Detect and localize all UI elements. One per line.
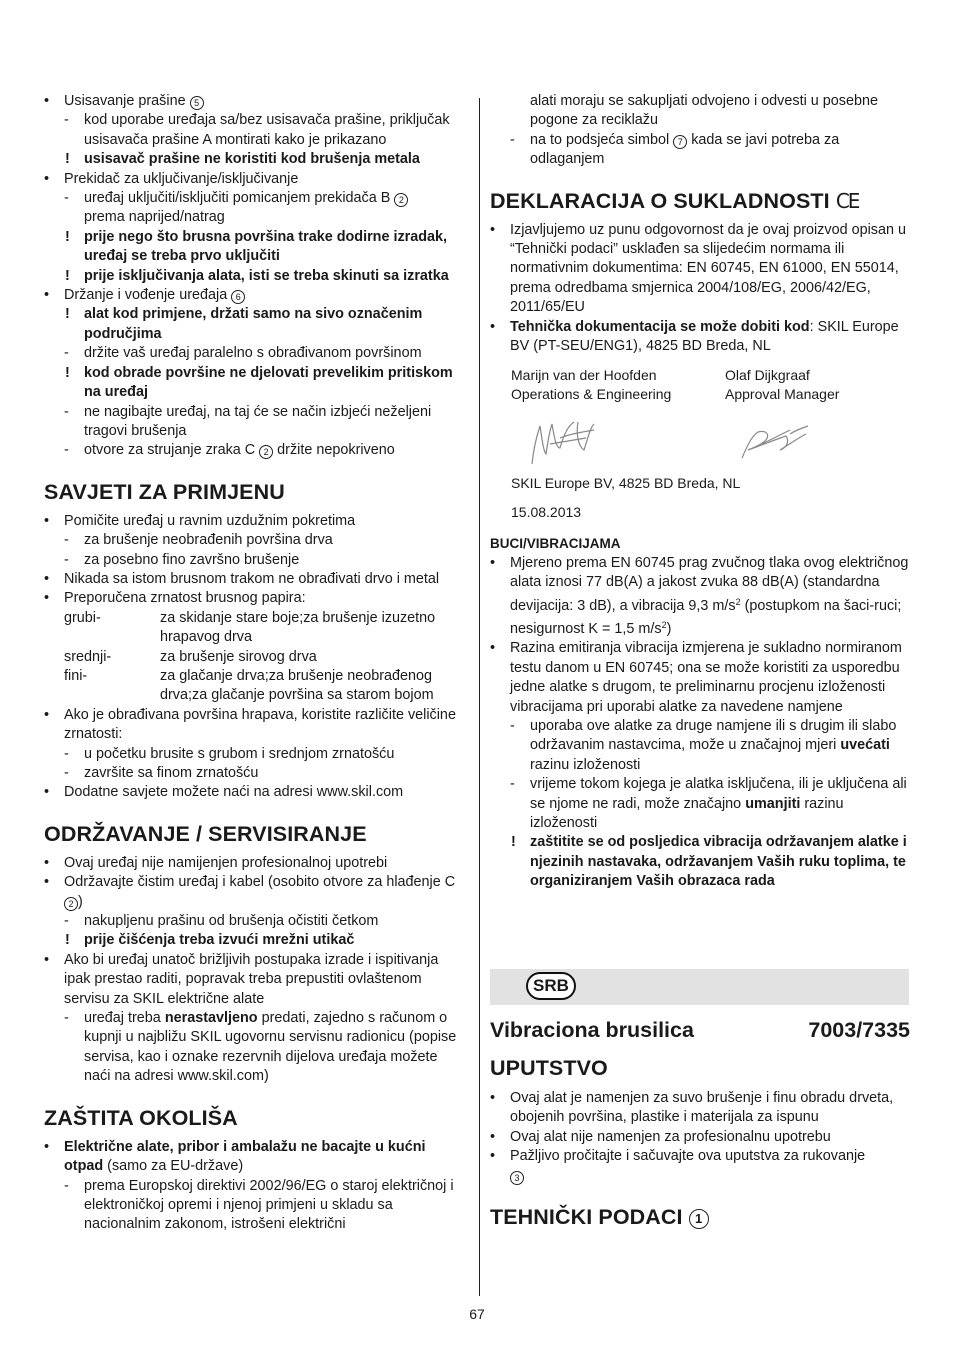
section-heading-savjeti: SAVJETI ZA PRIMJENU: [44, 479, 285, 504]
list-subitem: - uređaj uključiti/isključiti pomicanjem prekidača B 2 prema naprijed/natrag: [44, 189, 466, 228]
signatory-name: Marijn van der Hoofden: [511, 367, 657, 384]
signatory-role: Approval Manager: [725, 386, 840, 403]
list-item: • Razina emitiranja vibracija izmjerena je sukladno normiranom testu danom u EN 60745; ona se može koristiti za usporedbu jedne alatke s drugom, te preliminarnu procjenu izloženosti vibracijama pri uporabi alatke za navedene namjene: [490, 639, 910, 717]
list-item: • Nikada sa istom brusnom trakom ne obrađivati drvo i metal: [44, 570, 466, 589]
ce-mark-icon: CE: [835, 188, 859, 213]
product-name: Vibraciona brusilica: [490, 1018, 694, 1042]
section-heading-buci: BUCI/VIBRACIJAMA: [490, 536, 621, 552]
list-subitem: - otvore za strujanje zraka C 2 držite nepokriveno: [44, 441, 466, 460]
list-subitem: - držite vaš uređaj paralelno s obrađivanom površinom: [44, 344, 466, 363]
signature-2: [742, 426, 808, 458]
list-item: • Dodatne savjete možete naći na adresi www.skil.com: [44, 783, 466, 802]
warning-item: ! prije čišćenja treba izvući mrežni utikač: [44, 931, 466, 950]
list-subitem: - u početku brusite s grubom i srednjom zrnatošću: [44, 745, 466, 764]
list-subitem: - vrijeme tokom kojega je alatka isključena, ili je uključena ali se njome ne radi, može značajno umanjiti razinu izloženosti: [490, 775, 910, 833]
signature-images: [490, 404, 910, 474]
list-item: • Ovaj alat nije namenjen za profesionalnu upotrebu: [490, 1128, 910, 1147]
list-subitem-continued: alati moraju se sakupljati odvojeno i odvesti u posebne pogone za reciklažu: [530, 93, 878, 129]
grit-row: srednji- za brušenje sirovog drva: [64, 648, 317, 665]
list-subitem: - završite sa finom zrnatošću: [44, 764, 466, 783]
list-item: • Preporučena zrnatost brusnog papira:: [44, 589, 466, 608]
list-item: • Tehnička dokumentacija se može dobiti kod: SKIL Europe BV (PT-SEU/ENG1), 4825 BD Breda, NL: [490, 318, 910, 357]
section-heading-deklaracija: DEKLARACIJA O SUKLADNOSTI CE: [490, 188, 859, 213]
right-column: [490, 92, 910, 892]
warning-item: ! alat kod primjene, držati samo na sivo označenim područjima: [44, 305, 466, 344]
figure-ref-2-icon: 2: [259, 445, 273, 459]
list-item: • Ako je obrađivana površina hrapava, koristite različite veličine zrnatosti:: [44, 706, 466, 745]
column-divider: [479, 98, 480, 1296]
signatories: [490, 366, 910, 404]
product-title: [490, 1016, 910, 1044]
warning-item: ! prije isključivanja alata, isti se treba skinuti sa izratka: [44, 267, 466, 286]
list-subitem: - prema Europskoj direktivi 2002/96/EG o staroj električnoj i elektroničkoj opremi i njenoj primjeni u skladu sa nacionalnim zakonom, istrošeni električni: [44, 1177, 466, 1235]
page-number: 67: [469, 1306, 485, 1322]
language-badge: SRB: [526, 972, 576, 1000]
left-column: [44, 92, 466, 1235]
signature-1: [532, 422, 594, 464]
list-item: • Ako bi uređaj unatoč brižljivih postupaka izrade i ispitivanja ipak prestao raditi, popravak treba prepustiti ovlaštenom servisu za SKIL električne alate: [44, 951, 466, 1009]
warning-item: ! zaštitite se od posljedica vibracija održavanjem alatke i njezinih nastavaka, održavanjem Vaših ruku toplima, te organiziranjem Vaših obrazaca rada: [490, 833, 910, 891]
figure-ref-2-icon: 2: [394, 193, 408, 207]
list-subitem: - uporaba ove alatke za druge namjene ili s drugim ili slabo održavanim nastavcima, može u značajnoj mjeri uvećati razinu izloženosti: [490, 717, 910, 775]
list-subitem: - nakupljenu prašinu od brušenja očistiti četkom: [44, 912, 466, 931]
section-heading-uputstvo: UPUTSTVO: [490, 1056, 608, 1080]
company-address: SKIL Europe BV, 4825 BD Breda, NL: [511, 475, 741, 492]
section-heading-tehnicki: TEHNIČKI PODACI 1: [490, 1204, 910, 1230]
grit-row: fini- za glačanje drva;za brušenje neobrađenog drva;za glačanje površina sa starom bojom: [64, 667, 434, 704]
list-item: • Izjavljujemo uz punu odgovornost da je ovaj proizvod opisan u “Tehnički podaci” usklađen sa slijedećim normama ili normativnim dokumentima: EN 60745, EN 61000, EN 55014, prema odredbama smjernica 2004/108/EG, 2006/42/EG, 2011/65/EU: [490, 221, 910, 318]
figure-ref-3-icon: 3: [510, 1171, 524, 1185]
figure-ref-6-icon: 6: [231, 290, 245, 304]
list-item: • Usisavanje prašine 5: [44, 92, 466, 111]
list-item: • Prekidač za uključivanje/isključivanje: [44, 170, 466, 189]
list-item: • Pomičite uređaj u ravnim uzdužnim pokretima: [44, 512, 466, 531]
declaration-date: 15.08.2013: [511, 503, 582, 520]
warning-item: ! kod obrade površine ne djelovati prevelikim pritiskom na uređaj: [44, 364, 466, 403]
list-item: • Održavajte čistim uređaj i kabel (osobito otvore za hlađenje C 2 ): [44, 873, 466, 912]
list-subitem: - za brušenje neobrađenih površina drva: [44, 531, 466, 550]
figure-ref-7-icon: 7: [673, 135, 687, 149]
list-subitem: - ne nagibajte uređaj, na taj će se način izbjeći neželjeni tragovi brušenja: [44, 403, 466, 442]
list-item: • Ovaj alat je namenjen za suvo brušenje i finu obradu drveta, obojenih površina, plastike i materijala za ispunu: [490, 1089, 910, 1128]
warning-item: ! prije nego što brusna površina trake dodirne izradak, uređaj se treba prvo uključiti: [44, 228, 466, 267]
language-band: [490, 969, 909, 1005]
figure-ref-1-icon: 1: [689, 1209, 709, 1229]
signatory-role: Operations & Engineering: [511, 386, 672, 403]
section-heading-zastita: ZAŠTITA OKOLIŠA: [44, 1105, 238, 1130]
warning-item: ! usisavač prašine ne koristiti kod brušenja metala: [44, 150, 466, 169]
list-item: • Mjereno prema EN 60745 prag zvučnog tlaka ovog električnog alata iznosi 77 dB(A) a jakost zvuka 88 dB(A) (standardna devijacija: 3 dB), a vibracija 9,3 $m/s^2$ (postupkom na šaci-ruci; nesigurnost K = 1,5 $m/s^2$): [490, 554, 910, 640]
list-subitem: - za posebno fino završno brušenje: [44, 551, 466, 570]
product-model: 7003/7335: [808, 1018, 910, 1042]
list-item: • Pažljivo pročitajte i sačuvajte ova uputstva za rukovanje 3: [490, 1147, 910, 1186]
list-item: • Ovaj uređaj nije namijenjen profesionalnoj upotrebi: [44, 854, 466, 873]
signatory-name: Olaf Dijkgraaf: [725, 367, 810, 384]
figure-ref-2-icon: 2: [64, 897, 78, 911]
grit-row: grubi- za skidanje stare boje;za brušenje izuzetno hrapavog drva: [64, 609, 436, 646]
list-item: • Električne alate, pribor i ambalažu ne bacajte u kućni otpad (samo za EU-države): [44, 1138, 466, 1177]
serbian-section: [490, 1016, 910, 1230]
signature-area: [490, 404, 910, 474]
list-item: • Držanje i vođenje uređaja 6: [44, 286, 466, 305]
list-subitem: - na to podsjeća simbol 7 kada se javi potreba za odlaganjem: [490, 131, 910, 170]
figure-ref-5-icon: 5: [190, 96, 204, 110]
list-subitem: - kod uporabe uređaja sa/bez usisavača prašine, priključak usisavača prašine A montirati kako je prikazano: [44, 111, 466, 150]
section-heading-odrzavanje: ODRŽAVANJE / SERVISIRANJE: [44, 821, 367, 846]
list-subitem: - uređaj treba nerastavljeno predati, zajedno s računom o kupnji u najbližu SKIL ugovornu servisnu radionicu (popise servisa, kao i oznake rezervnih dijelova uređaja možete naći na adresi www.skil.com): [44, 1009, 466, 1087]
